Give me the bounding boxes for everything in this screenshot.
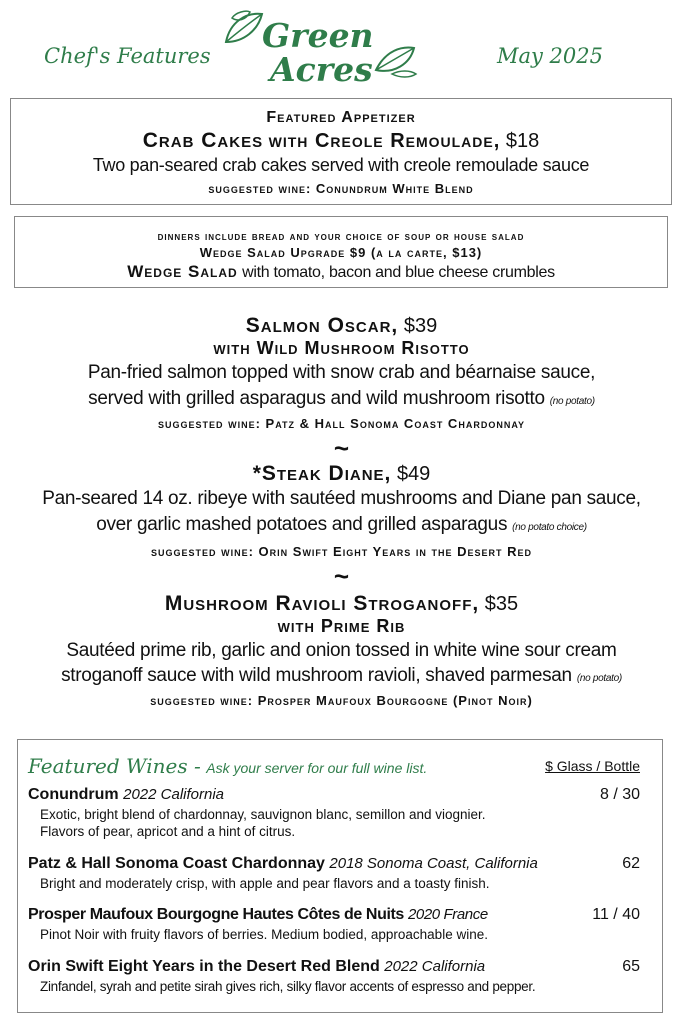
entree-desc: Pan-seared 14 oz. ribeye with sautéed mushrooms and Diane pan sauce, — [42, 488, 641, 509]
featured-appetizer-box — [10, 98, 672, 205]
entree-desc-text: stroganoff sauce with wild mushroom ravioli, shaved parmesan — [61, 665, 572, 686]
entree-wine: suggested wine: Prosper Maufoux Bourgogne (Pinot Noir) — [150, 693, 533, 708]
wine-name-line — [28, 786, 640, 804]
leaf-icon — [372, 40, 418, 80]
wine-name: Patz & Hall Sonoma Coast Chardonnay — [28, 855, 325, 872]
entree-name: *Steak Diane, — [252, 462, 392, 485]
wine-name: Conundrum — [28, 786, 119, 803]
wedge-salad-line — [15, 262, 667, 282]
wine-item — [28, 855, 640, 892]
entree-note: (no potato) — [549, 396, 595, 407]
appetizer-label: Featured Appetizer — [266, 109, 416, 126]
entree-desc: Pan-fried salmon topped with snow crab and béarnaise sauce, — [87, 362, 596, 383]
entree-price: $35 — [484, 593, 519, 615]
wine-item — [28, 786, 640, 840]
menu-date: May 2025 — [496, 44, 603, 68]
entree-title — [0, 462, 683, 486]
appetizer-with: with Creole Remoulade, — [268, 130, 501, 152]
entree-title — [0, 592, 683, 616]
appetizer-name: Crab Cakes — [142, 129, 264, 152]
entree-desc — [0, 665, 683, 687]
wine-item — [28, 906, 640, 943]
wines-heading — [28, 754, 427, 779]
wine-desc: Bright and moderately crisp, with apple and pear flavors and a toasty finish. — [40, 876, 490, 891]
wedge-upgrade: Wedge Salad Upgrade $9 (a la carte, $13) — [199, 245, 483, 260]
wine-vintage: 2018 Sonoma Coast, California — [329, 855, 538, 872]
entree-wine: suggested wine: Orin Swift Eight Years in the Desert Red — [150, 544, 532, 559]
entree-wine: suggested wine: Patz & Hall Sonoma Coast Chardonnay — [157, 416, 525, 431]
wine-desc: Pinot Noir with fruity flavors of berries. Medium bodied, approachable wine. — [40, 927, 488, 942]
dinners-note: dinners include bread and your choice of soup or house salad — [157, 229, 525, 243]
separator: ~ — [333, 433, 350, 463]
wine-item — [28, 958, 640, 995]
entree-desc-text: served with grilled asparagus and wild mushroom risotto — [88, 388, 545, 409]
entree-desc — [0, 388, 683, 410]
wines-title: Featured Wines - — [28, 754, 201, 778]
wine-name-line — [28, 906, 640, 924]
wedge-salad-name: Wedge Salad — [127, 262, 238, 281]
appetizer-description: Two pan-seared crab cakes served with creole remoulade sauce — [92, 155, 590, 175]
menu-header — [0, 0, 683, 96]
entree-desc: Sautéed prime rib, garlic and onion tossed in white wine sour cream — [66, 640, 617, 661]
entree-note: (no potato choice) — [512, 522, 587, 533]
entree-price: $49 — [396, 463, 431, 485]
wine-name-line — [28, 855, 640, 873]
green-acres-logo — [222, 4, 422, 96]
entree-subtitle: with Wild Mushroom Risotto — [213, 338, 470, 358]
entree-desc-text: over garlic mashed potatoes and grilled asparagus — [96, 514, 508, 535]
logo-text-green: Green — [262, 16, 374, 55]
entree-price: $39 — [403, 315, 438, 337]
entree-name: Salmon Oscar, — [245, 314, 399, 337]
wine-price: 65 — [622, 958, 640, 975]
entree-title — [0, 314, 683, 338]
wine-name-line — [28, 958, 640, 976]
wine-vintage: 2022 California — [123, 786, 225, 803]
leaf-icon — [222, 8, 266, 48]
logo-text-acres: Acres — [270, 50, 373, 89]
entree-name: Mushroom Ravioli Stroganoff, — [164, 592, 480, 615]
wine-price: 11 / 40 — [592, 906, 640, 923]
wine-vintage: 2020 France — [407, 906, 488, 923]
entree-desc — [0, 514, 683, 536]
appetizer-wine: suggested wine: Conundrum White Blend — [208, 181, 474, 196]
wine-price: 62 — [622, 855, 640, 872]
wine-name: Orin Swift Eight Years in the Desert Red Blend — [28, 958, 380, 975]
wine-desc: Exotic, bright blend of chardonnay, sauvignon blanc, semillon and viognier. — [40, 807, 486, 822]
wine-name: Prosper Maufoux Bourgogne Hautes Côtes de Nuits — [28, 906, 404, 923]
chefs-features-label: Chef's Features — [44, 44, 211, 68]
wine-desc: Flavors of pear, apricot and a hint of citrus. — [40, 824, 296, 839]
featured-wines-box — [17, 739, 663, 1013]
wedge-salad-desc: with tomato, bacon and blue cheese crumbles — [242, 264, 555, 281]
wine-desc: Zinfandel, syrah and petite sirah gives rich, silky flavor accents of espresso and pepper. — [40, 979, 536, 994]
entree-note: (no potato) — [576, 673, 622, 684]
wines-subtitle: Ask your server for our full wine list. — [206, 760, 428, 776]
wines-price-header: $ Glass / Bottle — [545, 758, 640, 774]
wine-price: 8 / 30 — [599, 786, 640, 803]
dinners-note-box — [14, 216, 668, 288]
appetizer-title — [11, 129, 671, 153]
separator: ~ — [333, 561, 350, 591]
entree-subtitle: with Prime Rib — [277, 616, 406, 636]
wine-vintage: 2022 California — [384, 958, 486, 975]
appetizer-price: $18 — [505, 130, 540, 152]
